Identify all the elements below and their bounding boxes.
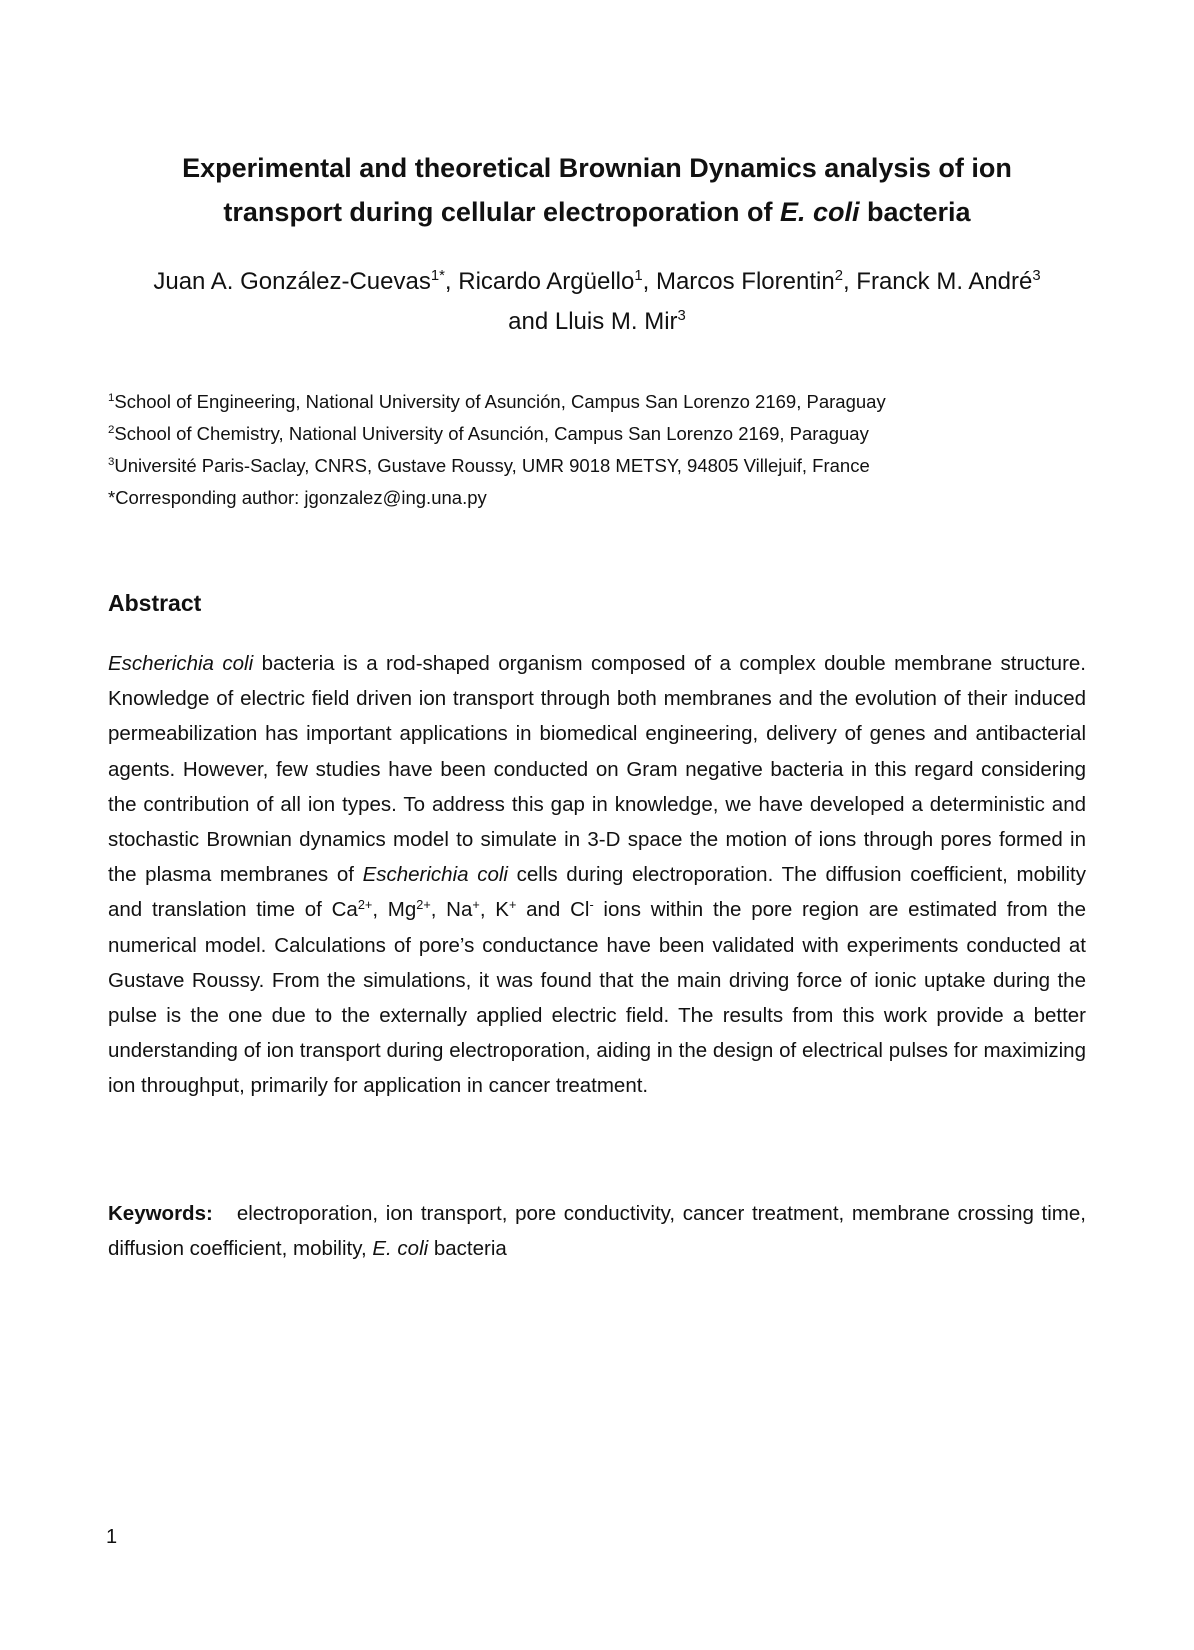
author-affiliation-mark: 2 xyxy=(834,267,843,284)
author-affiliation-mark: 1 xyxy=(634,267,643,284)
keywords-italic: E. coli xyxy=(372,1237,429,1261)
ion-charge: 2+ xyxy=(416,896,431,912)
abstract-segment: , Mg xyxy=(372,898,417,922)
author-list xyxy=(100,262,1094,342)
abstract-italic-organism: Escherichia coli xyxy=(108,652,254,675)
affiliation-text: Université Paris-Saclay, CNRS, Gustave Roussy, UMR 9018 METSY, 94805 Villejuif, France xyxy=(114,455,870,476)
author-name: , Marcos Florentin xyxy=(642,268,835,295)
affiliation-text: School of Chemistry, National University of Asunción, Campus San Lorenzo 2169, Paraguay xyxy=(114,423,869,444)
abstract-heading: Abstract xyxy=(108,590,202,616)
abstract-italic-organism: Escherichia coli xyxy=(362,863,508,887)
ion-charge: 2+ xyxy=(357,896,373,912)
author-name: , Ricardo Argüello xyxy=(444,268,635,295)
abstract-segment: ions within the pore region are estimated from the numerical model. Calculations of pore’s conductance have been validated with experiments conducted at Gustave Roussy. From the simulations, it was found that the main driving force of ionic uptake during the pulse is the one due to the externally applied electric field. The results from this work provide a better understanding of ion transport during electroporation, aiding in the design of electrical pulses for maximizing ion throughput, primarily for application in cancer treatment. xyxy=(108,898,1086,1098)
affiliation-text: School of Engineering, National University of Asunción, Campus San Lorenzo 2169, Paraguay xyxy=(114,391,886,412)
abstract-segment: bacteria is a rod-shaped organism composed of a complex double membrane structure. Knowledge of electric field driven ion transport through both membranes and the evolution of their induced permeabilization has important applications in biomedical engineering, delivery of genes and antibacterial agents. However, few studies have been conducted on Gram negative bacteria in this regard considering the contribution of all ion types. To address this gap in knowledge, we have developed a deterministic and stochastic Brownian dynamics model to simulate in 3-D space the motion of ions through pores formed in the plasma membranes of xyxy=(108,652,1086,887)
affiliation xyxy=(108,418,1088,450)
title-line-2-end: bacteria xyxy=(859,197,971,227)
keywords xyxy=(108,1196,1086,1266)
ion-charge: - xyxy=(589,896,594,912)
ion-charge: + xyxy=(508,896,517,912)
affiliation-list xyxy=(108,386,1088,514)
affiliation xyxy=(108,386,1088,418)
author-affiliation-mark: 3 xyxy=(677,307,686,324)
title-organism: E. coli xyxy=(779,197,860,227)
affiliation xyxy=(108,450,1088,482)
affiliation-mark: 3 xyxy=(108,455,115,468)
page-number: 1 xyxy=(106,1526,118,1548)
abstract-segment: cells during electroporation. The diffusion coefficient, mobility and translation time of Ca xyxy=(108,863,1086,922)
author-name: , Franck M. André xyxy=(842,268,1033,295)
abstract-segment: , Na xyxy=(430,898,473,922)
ion-charge: + xyxy=(472,896,480,912)
abstract-segment: , K xyxy=(479,898,509,922)
title-line-1: Experimental and theoretical Brownian Dynamics analysis of ion xyxy=(182,153,1012,183)
author-affiliation-mark: 3 xyxy=(1032,267,1041,284)
author-affiliation-mark: 1* xyxy=(430,267,445,284)
author-name: and Lluis M. Mir xyxy=(508,308,678,335)
paper-title xyxy=(100,146,1094,234)
author-name: Juan A. González-Cuevas xyxy=(153,268,431,295)
affiliation-mark: 1 xyxy=(108,391,115,404)
abstract-segment: and Cl xyxy=(516,898,590,922)
corresponding-author: *Corresponding author: jgonzalez@ing.una.py xyxy=(108,487,487,508)
keywords-text: electroporation, ion transport, pore conductivity, cancer treatment, membrane crossing time, diffusion coefficient, mobility, xyxy=(108,1202,1086,1261)
title-line-2-start: transport during cellular electroporation of xyxy=(223,197,780,227)
abstract-text xyxy=(108,646,1086,1104)
keywords-tail: bacteria xyxy=(428,1237,507,1261)
affiliation-mark: 2 xyxy=(108,423,115,436)
keywords-label: Keywords: xyxy=(108,1202,213,1225)
